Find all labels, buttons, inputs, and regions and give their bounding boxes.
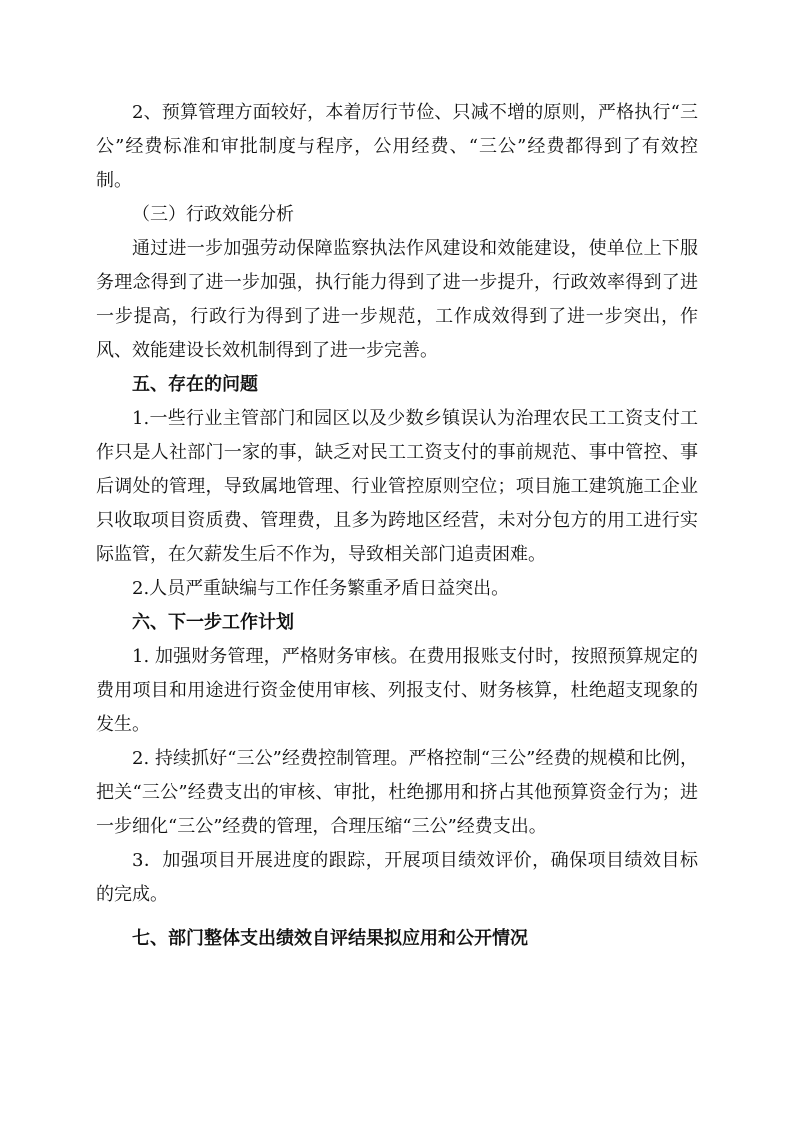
paragraph-problem-2: 2.人员严重缺编与工作任务繁重矛盾日益突出。 [132,578,510,599]
paragraph-problem-1: 1.一些行业主管部门和园区以及少数乡镇误认为治理农民工工资支付工作只是人社部门一家的事，缺乏对民工工资支付的事前规范、事中管控、事后调处的管理，导致属地管理、行业管控原则空位；项目施工建筑施工企业只收取项目资质费、管理费，且多为跨地区经营，未对分包方的用工进行实际监管，在欠薪发生后不作为，导致相关部门追责困难。 [96,408,698,565]
paragraph-plan-3: 3．加强项目开展进度的跟踪，开展项目绩效评价，确保项目绩效目标的完成。 [96,850,698,905]
paragraph-budget-management: 2、预算管理方面较好，本着厉行节俭、只减不增的原则，严格执行“三公”经费标准和审批制度与程序，公用经费、“三公”经费都得到了有效控制。 [96,102,698,191]
paragraph-plan-2: 2. 持续抓好“三公”经费控制管理。严格控制“三公”经费的规模和比例，把关“三公”经费支出的审核、审批，杜绝挪用和挤占其他预算资金行为；进一步细化“三公”经费的管理，合理压缩“三公”经费支出。 [96,748,698,837]
heading-existing-problems: 五、存在的问题 [132,374,258,395]
document-body [96,96,698,956]
heading-next-work-plan: 六、下一步工作计划 [132,612,294,633]
paragraph-efficiency-analysis: 通过进一步加强劳动保障监察执法作风建设和效能建设，使单位上下服务理念得到了进一步加强，执行能力得到了进一步提升，行政效率得到了进一步提高，行政行为得到了进一步规范，工作成效得到了进一步突出，作风、效能建设长效机制得到了进一步完善。 [96,238,698,361]
heading-self-evaluation-application: 七、部门整体支出绩效自评结果拟应用和公开情况 [132,928,528,949]
subheading-administrative-efficiency: （三）行政效能分析 [132,204,294,225]
paragraph-plan-1: 1. 加强财务管理，严格财务审核。在费用报账支付时，按照预算规定的费用项目和用途进行资金使用审核、列报支付、财务核算，杜绝超支现象的发生。 [96,646,698,735]
